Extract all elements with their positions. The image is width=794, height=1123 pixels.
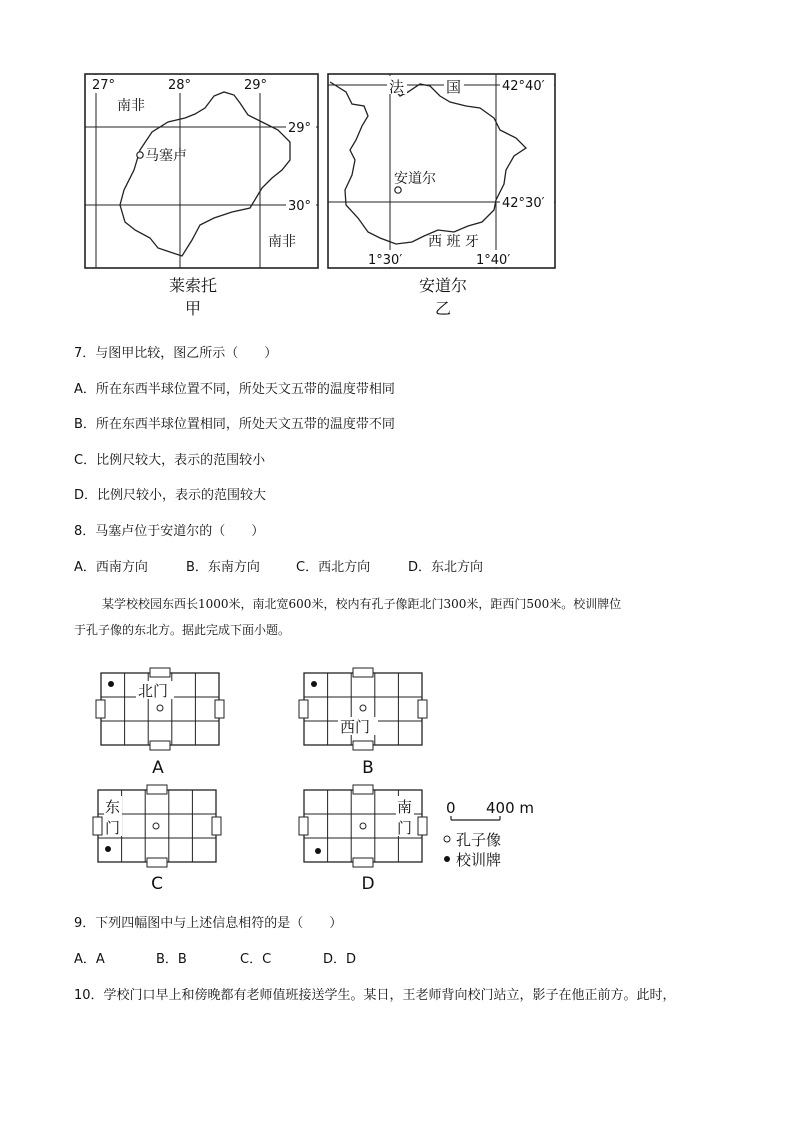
legend-statue-symbol — [444, 836, 450, 842]
question-8-option-b: B．东南方向 — [186, 560, 260, 575]
maseru-marker — [137, 152, 143, 158]
question-10-stem: 10．学校门口早上和傍晚都有老师值班接送学生。某日，王老师背向校门站立，影子在他正前方。此时， — [74, 988, 676, 1003]
map-title-lesotho: 莱索托 — [168, 276, 218, 295]
campus-diagram-d — [299, 785, 427, 894]
place-south-africa-bottom: 南非 — [268, 234, 296, 250]
map-sub-jia: 甲 — [184, 299, 202, 318]
map-figure — [0, 60, 794, 330]
lon-label-29: 29° — [244, 78, 268, 93]
question-8-option-a: A．西南方向 — [74, 560, 148, 575]
label-fa: 法 — [389, 78, 405, 96]
diagram-c-gate-label-2: 门 — [105, 819, 121, 837]
lat-label-42-30: 42°30′ — [502, 196, 545, 211]
diagram-d-letter: D — [361, 874, 375, 894]
diagram-c-statue — [153, 823, 159, 829]
diagram-d-statue — [360, 823, 366, 829]
diagram-a-letter: A — [152, 758, 164, 778]
diagram-a-statue — [157, 705, 163, 711]
legend-sign-label: 校训牌 — [456, 851, 502, 869]
place-andorra: 安道尔 — [394, 171, 436, 187]
campus-diagram-b — [299, 668, 427, 778]
lon-label-1-40: 1°40′ — [476, 253, 511, 268]
scale-zero: 0 — [446, 799, 456, 817]
question-9-option-a: A．A — [74, 952, 105, 967]
map-title-andorra: 安道尔 — [418, 276, 468, 295]
passage-line-2: 于孔子像的东北方。据此完成下面小题。 — [74, 623, 291, 637]
campus-diagram-a — [96, 668, 224, 778]
question-7-option-c: C．比例尺较大，表示的范围较小 — [74, 453, 266, 468]
map-andorra — [328, 74, 555, 318]
diagram-c-gate-label-1: 东 — [105, 798, 121, 816]
lesotho-border — [120, 92, 290, 256]
diagram-d-gate-label-1: 南 — [397, 798, 413, 816]
campus-figure — [0, 660, 794, 900]
question-9-option-b: B．B — [156, 952, 187, 967]
question-8-stem: 8．马塞卢位于安道尔的（ ） — [74, 524, 265, 539]
andorra-la-vella-marker — [395, 187, 401, 193]
diagram-b-statue — [360, 705, 366, 711]
place-spain: 西 班 牙 — [428, 234, 479, 250]
lat-label-30: 30° — [288, 199, 312, 214]
campus-diagram-c — [93, 785, 221, 894]
diagram-b-letter: B — [362, 758, 374, 778]
question-7-option-b: B．所在东西半球位置相同，所处天文五带的温度带不同 — [74, 417, 395, 432]
question-7-option-a: A．所在东西半球位置不同，所处天文五带的温度带相同 — [74, 382, 395, 397]
legend — [444, 831, 501, 869]
lon-label-28: 28° — [168, 78, 192, 93]
map-sub-yi: 乙 — [434, 299, 452, 318]
lon-label-27: 27° — [92, 78, 116, 93]
diagram-a-gate-label: 北门 — [138, 682, 169, 700]
andorra-border — [330, 82, 526, 244]
diagram-b-gate-label: 西门 — [340, 718, 371, 736]
scale-bar — [446, 799, 534, 820]
label-guo: 国 — [446, 78, 462, 96]
diagram-d-sign — [315, 848, 321, 854]
lat-label-42-40: 42°40′ — [502, 79, 545, 94]
legend-sign-symbol — [444, 856, 450, 862]
passage-line-1: 某学校校园东西长1000米，南北宽600米，校内有孔子像距北门300米，距西门500米。校训牌位 — [102, 597, 622, 611]
place-south-africa-top: 南非 — [117, 98, 145, 114]
map-lesotho — [85, 74, 318, 318]
diagram-c-letter: C — [151, 874, 163, 894]
diagram-d-gate-label-2: 门 — [397, 819, 413, 837]
diagram-b-sign — [311, 681, 317, 687]
question-7-option-d: D．比例尺较小，表示的范围较大 — [74, 488, 267, 503]
place-maseru: 马塞卢 — [145, 148, 187, 164]
legend-statue-label: 孔子像 — [456, 831, 502, 849]
scale-value: 400 m — [486, 799, 535, 817]
question-8-option-c: C．西北方向 — [296, 560, 371, 575]
diagram-a-sign — [108, 681, 114, 687]
diagram-c-sign — [105, 846, 111, 852]
question-9-option-c: C．C — [240, 952, 272, 967]
question-7-stem: 7．与图甲比较，图乙所示（ ） — [74, 346, 278, 361]
lat-label-29: 29° — [288, 121, 312, 136]
question-9-stem: 9．下列四幅图中与上述信息相符的是（ ） — [74, 916, 343, 931]
question-8-option-d: D．东北方向 — [408, 560, 484, 575]
question-9-option-d: D．D — [323, 952, 357, 967]
lon-label-1-30: 1°30′ — [368, 253, 403, 268]
